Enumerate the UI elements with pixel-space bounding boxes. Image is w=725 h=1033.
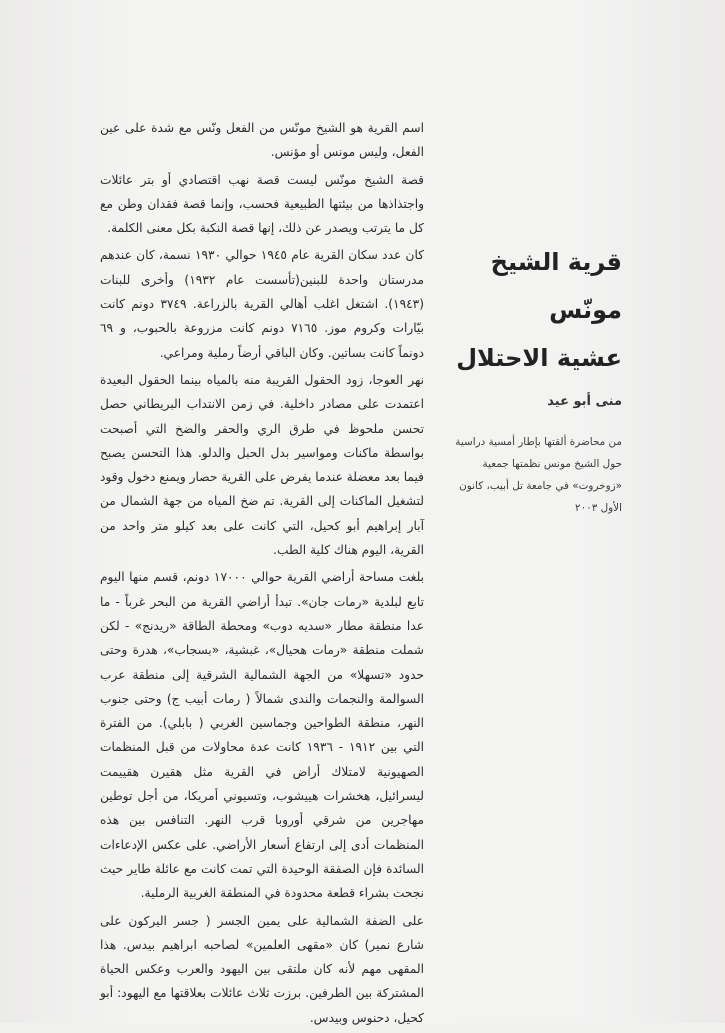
article-body <box>100 116 424 1033</box>
article-header <box>446 238 622 519</box>
paragraph-5: بلغت مساحة أراضي القرية حوالي ١٧٠٠٠ دونم، قسم منها اليوم تابع لبلدية «رمات جان». تبدأ أراضي القرية من البحر غرباً - ما عدا منطقة مطار «سديه دوب» ومحطة الطاقة «ريدنج» - لكن شملت منطقة «رمات هحيال»، غبشية، «بسجاب»، هدرة وحتى حدود «تسهلا» من الجهة الشمالية الشرقية إلى منطقة عرب السوالمة والنجمات والندى شمالاً ( رمات أبيب ج) وحتى جنوب النهر، منطقة الطواحين وجماسين الغربي ( بابلي). من الفترة التي بين ١٩١٢ - ١٩٣٦ كانت عدة محاولات من قبل المنظمات الصهيونية لامتلاك أراض في القرية مثل هقيرن هقييمت ليسرائيل، هخشرات هييشوب، وتسيوني أمريكا، من أجل توطين مهاجرين من شرقي أوروبا قرب النهر. التنافس بين هذه المنظمات أدى إلى ارتفاع أسعار الأراضي. على عكس الإدعاءات السائدة فإن الصفقة الوحيدة التي تمت كانت مع عائلة طاير حيث نجحت بشراء قطعة محدودة في المنطقة الغربية الرملية. <box>100 570 425 901</box>
article-title <box>446 238 622 382</box>
paragraph-3: كان عدد سكان القرية عام ١٩٤٥ حوالي ١٩٣٠ نسمة، كان عندهم مدرستان واحدة للبنين(تأسست عام ١٩٣٢) وأخرى للبنات (١٩٤٣). اشتغل اغلب أهالي القرية بالزراعة. ٣٧٤٩ دونم كانت بيّارات وكروم موز. ٧١٦٥ دونم كانت مزروعة بالحبوب، و ٦٩ دونماً كانت بساتين. وكان الباقي أرضاً رملية ومراعي. <box>100 248 424 360</box>
paragraph-6: على الضفة الشمالية على يمين الجسر ( جسر اليركون على شارع نمير) كان «مقهى العلمين» لصاحبه ابراهيم بيدس. هذا المقهى مهم لأنه كان ملتقى بين اليهود والعرب وعكس الحياة المشتركة بين الطرفين. برزت ثلاث عائلات بعلاقتها مع اليهود: أبو كحيل، دحنوس وبيدس. <box>100 913 424 1025</box>
paragraph-1: اسم القرية هو الشيخ مونّس من الفعل ونّس مع شدة على عين الفعل، وليس مونس أو مؤنس. <box>100 121 424 160</box>
paragraph-4: نهر العوجا، زود الحقول القريبة منه بالمياه بينما الحقول البعيدة اعتمدت على مصادر داخلية. في زمن الانتداب البريطاني حصل تحسن ملحوظ في طرق الري والحفر والضخ التي أصبحت بواسطة ماكنات ومواسير بدل الحبل والدلو. هذا التحسن يصبح فيما بعد معضلة عندما يفرض على القرية حصار ويمنع دخول وقود لتشغيل الماكنات إلى القرية. تم ضخ المياه من جهة الشمال من آبار إبراهيم أبو كحيل، التي كانت على بعد كيلو متر واحد من القرية، اليوم هناك كلية الطب. <box>100 372 424 558</box>
author-name: منى أبو عيد <box>547 394 622 409</box>
paragraph-2: قصة الشيخ مونّس ليست قصة نهب اقتصادي أو بتر عائلات واجتذاذها من بيئتها الطبيعية فحسب، وإنما قصة فقدان وطن مع كل ما يترتب ويصدر عن ذلك، إنها قصة النكبة بكل معنى الكلمة. <box>100 172 424 236</box>
title-line-1: قرية الشيخ مونّس <box>490 248 622 324</box>
title-line-2: عشية الاحتلال <box>456 344 622 372</box>
source-note: من محاضرة ألقتها بإطار أمسية دراسية حول الشيخ مونس نظمتها جمعية «زوخروت» في جامعة تل أبيب، كانون الأول ٢٠٠٣ <box>455 436 622 514</box>
